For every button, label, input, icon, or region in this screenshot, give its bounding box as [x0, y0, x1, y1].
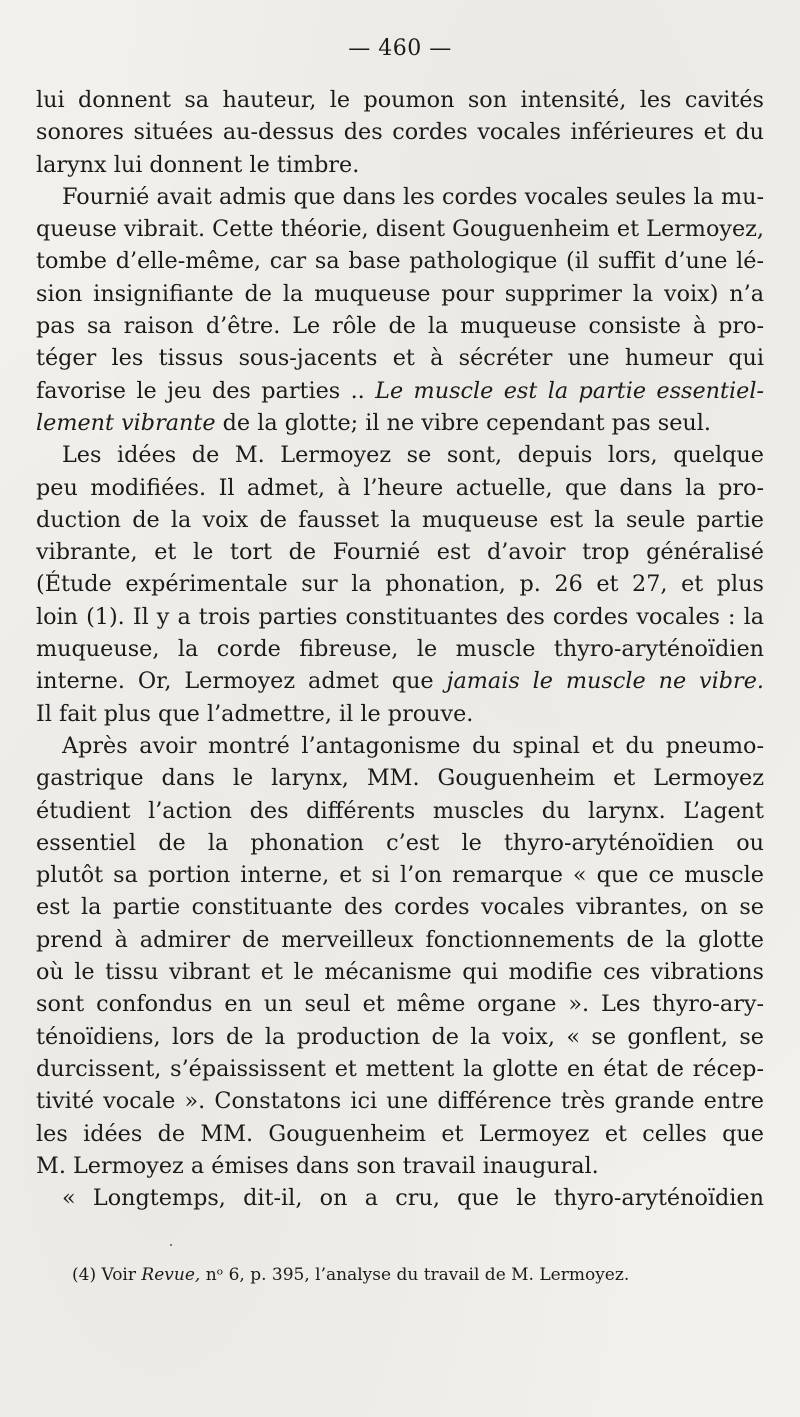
- text-line: téger les tissus sous-jacents et à sécréter une humeur qui: [36, 345, 764, 372]
- italic-text-run: Le muscle est la partie essentiel-: [375, 377, 764, 404]
- body-text: [36, 84, 764, 1214]
- text-line: Fournié avait admis que dans les cordes vocales seules la mu-: [62, 183, 764, 210]
- text-line: Les idées de M. Lermoyez se sont, depuis lors, quelque: [62, 442, 764, 469]
- text-line: loin (1). Il y a trois parties constituantes des cordes vocales : la: [36, 603, 764, 630]
- text-line: [36, 665, 764, 697]
- text-line: [36, 407, 764, 439]
- footnote-text-start: (4) Voir: [72, 1265, 142, 1285]
- footnote: [72, 1262, 772, 1288]
- text-line: queuse vibrait. Cette théorie, disent Gouguenheim et Lermoyez,: [36, 216, 764, 243]
- text-line: étudient l’action des différents muscles du larynx. L’agent: [36, 797, 764, 824]
- text-line: Après avoir montré l’antagonisme du spinal et du pneumo-: [62, 732, 764, 759]
- text-line: plutôt sa portion interne, et si l’on remarque « que ce muscle: [36, 862, 764, 889]
- text-line: où le tissu vibrant et le mécanisme qui modifie ces vibrations: [36, 959, 764, 986]
- footnote-text-end: nᵒ 6, p. 395, l’analyse du travail de M. Lermoyez.: [200, 1265, 630, 1285]
- text-line: duction de la voix de fausset la muqueuse est la seule partie: [36, 506, 764, 533]
- text-line: pas sa raison d’être. Le rôle de la muqueuse consiste à pro-: [36, 313, 764, 340]
- text-run: favorise le jeu des parties ..: [36, 377, 376, 404]
- text-line: vibrante, et le tort de Fournié est d’avoir trop généralisé: [36, 539, 764, 566]
- text-line: larynx lui donnent le timbre.: [36, 151, 360, 178]
- text-line: M. Lermoyez a émises dans son travail inaugural.: [36, 1152, 599, 1179]
- text-run: interne. Or, Lermoyez admet que: [36, 668, 447, 695]
- text-line: peu modifiées. Il admet, à l’heure actuelle, que dans la pro-: [36, 474, 764, 501]
- italic-text-run: jamais le muscle ne vibre.: [446, 668, 764, 695]
- footnote-journal-title: Revue,: [141, 1265, 201, 1285]
- text-line: gastrique dans le larynx, MM. Gouguenheim et Lermoyez: [36, 765, 764, 792]
- page-number: — 460 —: [348, 36, 452, 61]
- footnote-separator: [170, 1244, 172, 1246]
- text-line: essentiel de la phonation c’est le thyro-aryténoïdien ou: [36, 829, 764, 856]
- text-line: (Étude expérimentale sur la phonation, p. 26 et 27, et plus: [36, 571, 764, 598]
- text-line: sonores situées au-dessus des cordes vocales inférieures et du: [36, 119, 764, 146]
- text-line: lui donnent sa hauteur, le poumon son intensité, les cavités: [36, 87, 764, 113]
- text-line: sion insignifiante de la muqueuse pour supprimer la voix) n’a: [36, 280, 764, 307]
- text-line: durcissent, s’épaississent et mettent la glotte en état de récep-: [36, 1055, 764, 1082]
- text-line: tivité vocale ». Constatons ici une différence très grande entre: [36, 1088, 764, 1115]
- text-line: muqueuse, la corde fibreuse, le muscle thyro-aryténoïdien: [36, 636, 764, 663]
- text-line: « Longtemps, dit-il, on a cru, que le thyro-aryténoïdien: [62, 1185, 764, 1212]
- text-line: ténoïdiens, lors de la production de la voix, « se gonflent, se: [36, 1023, 764, 1050]
- text-line: est la partie constituante des cordes vocales vibrantes, on se: [36, 894, 764, 921]
- italic-text-run: lement vibrante: [36, 409, 216, 436]
- text-run: de la glotte; il ne vibre cependant pas seul.: [215, 409, 711, 436]
- text-line: sont confondus en un seul et même organe ». Les thyro-ary-: [36, 991, 764, 1018]
- text-line: les idées de MM. Gouguenheim et Lermoyez et celles que: [36, 1120, 764, 1147]
- text-line: prend à admirer de merveilleux fonctionnements de la glotte: [36, 926, 764, 953]
- text-line: tombe d’elle-même, car sa base pathologique (il suffit d’une lé-: [36, 248, 764, 275]
- text-line: Il fait plus que l’admettre, il le prouve.: [36, 700, 474, 727]
- text-line: [36, 375, 764, 407]
